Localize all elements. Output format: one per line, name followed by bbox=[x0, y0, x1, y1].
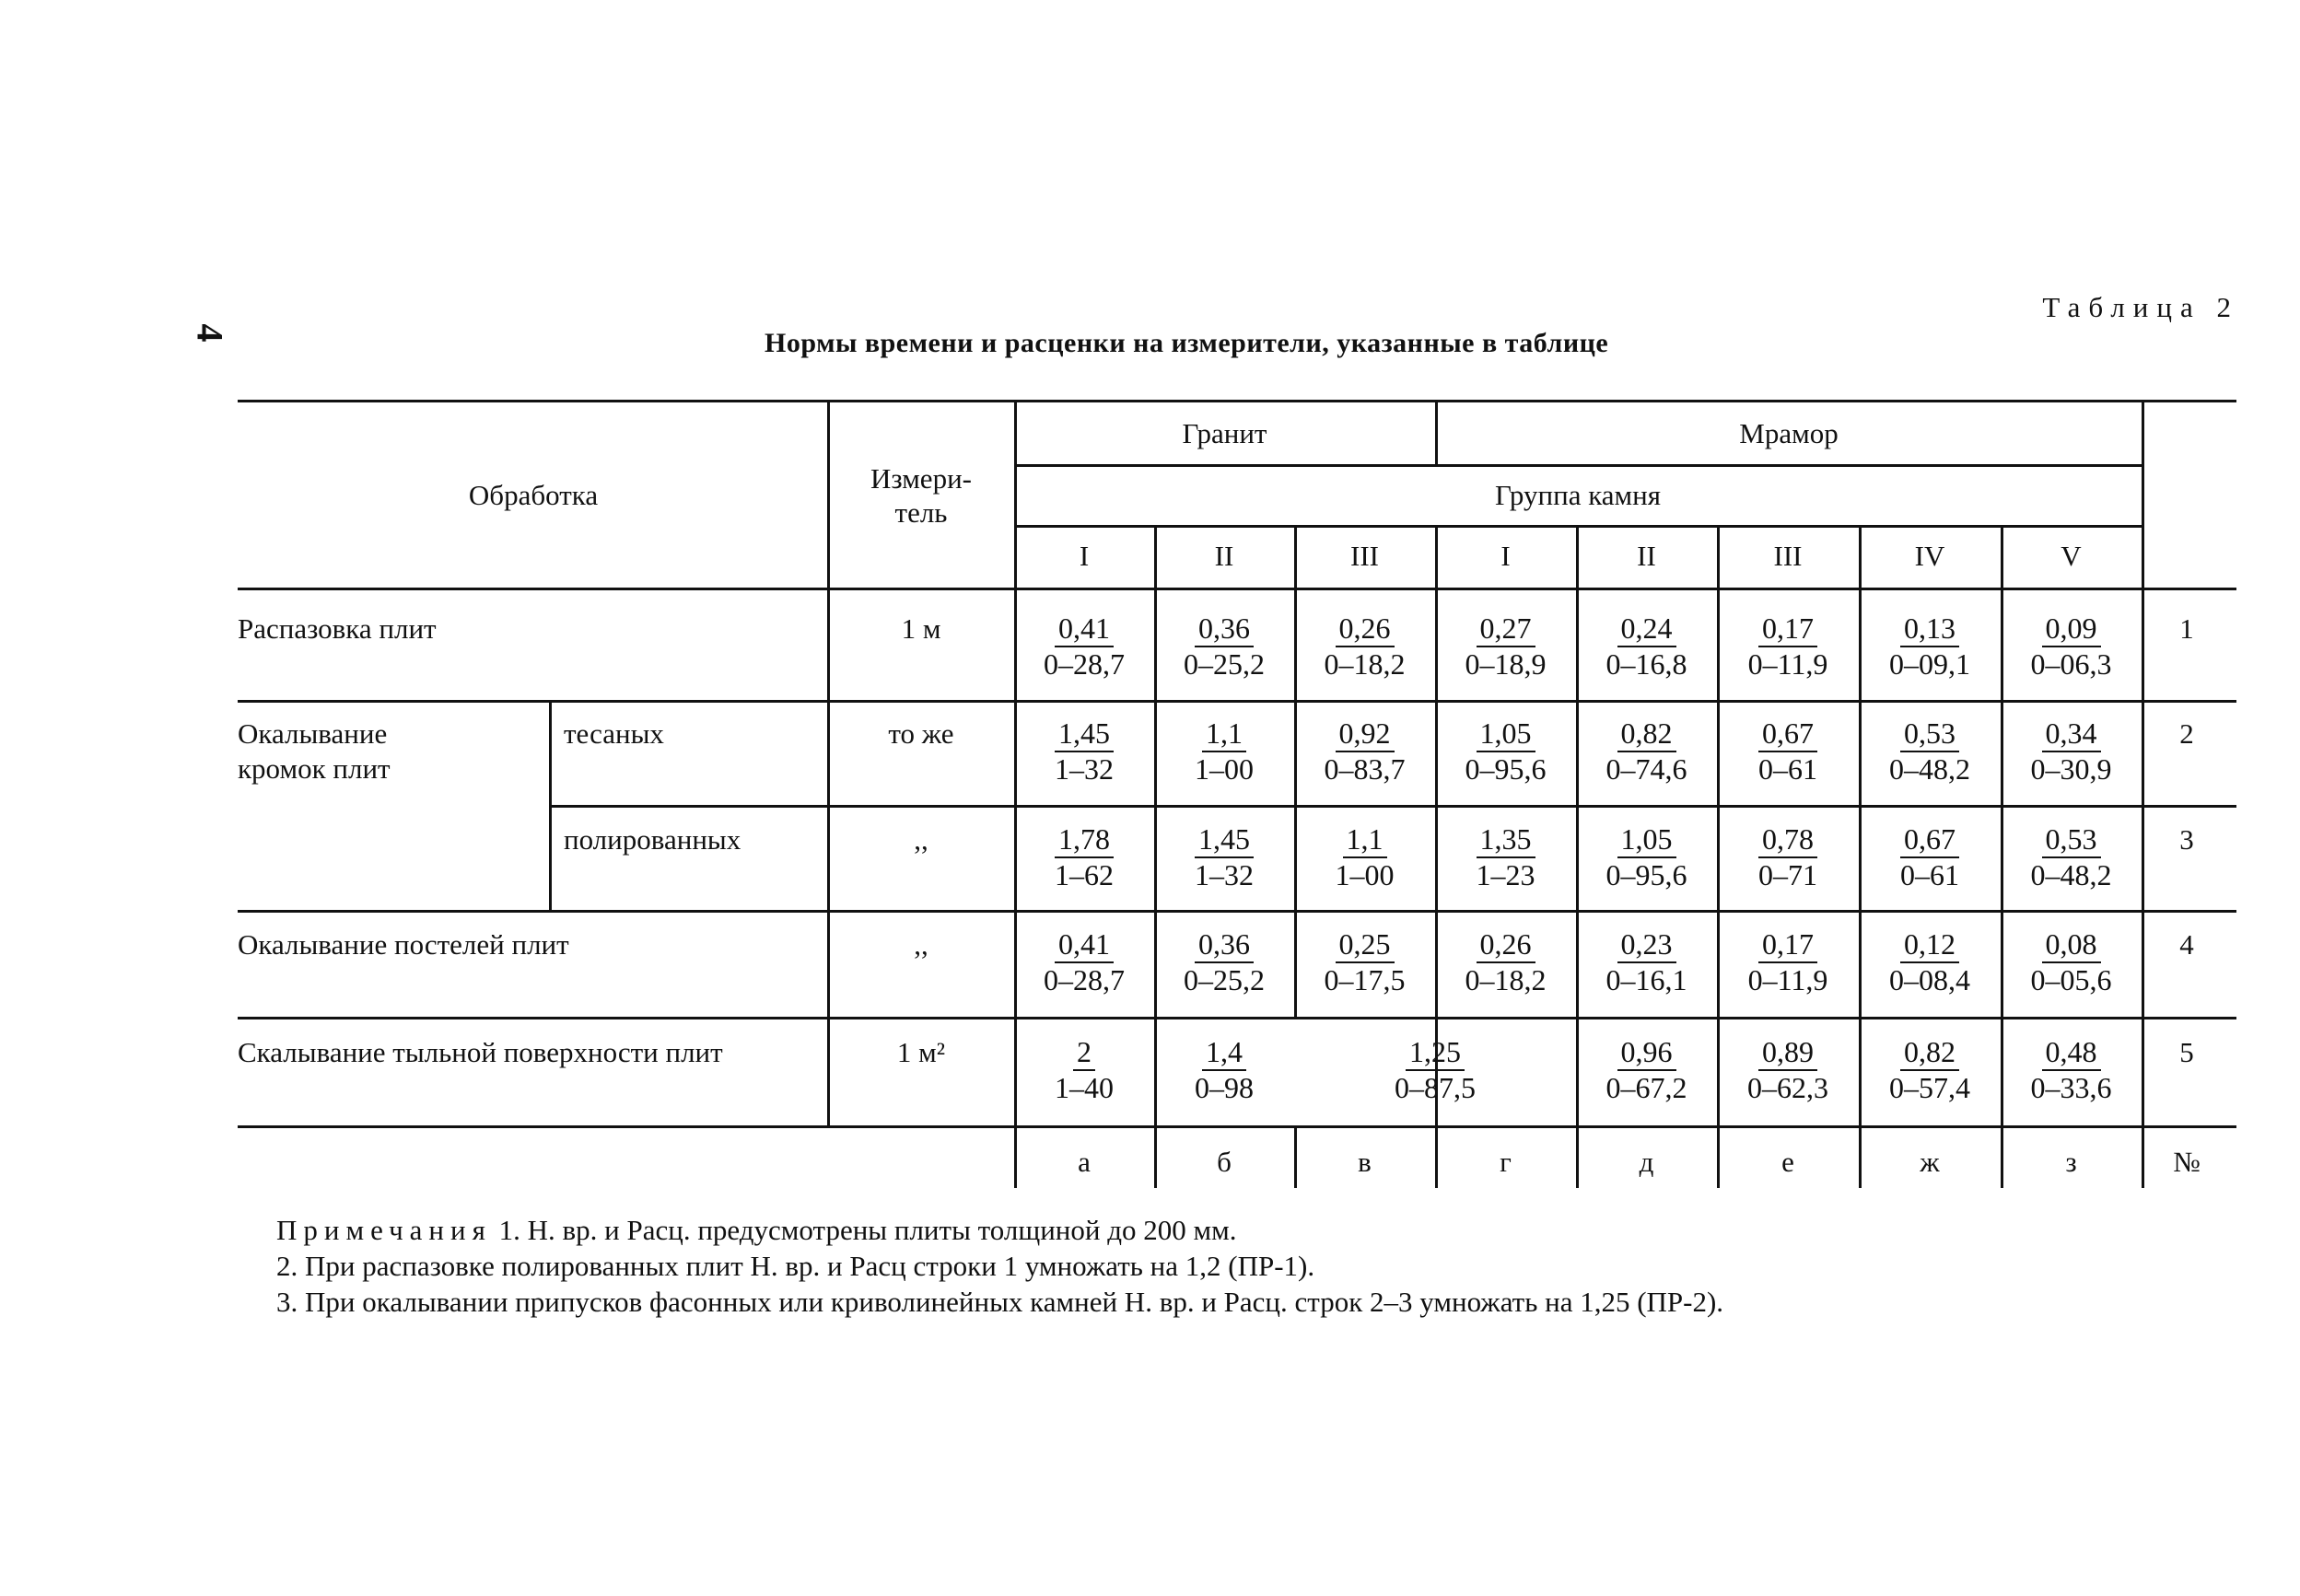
value-r1-c8-rate: 0,09 bbox=[2042, 612, 2101, 647]
value-r3-c5 bbox=[1576, 822, 1717, 892]
value-r5-c2 bbox=[1154, 1035, 1294, 1105]
value-r5-c7-rate: 0,48 bbox=[2042, 1035, 2101, 1071]
table-label: Таблица 2 bbox=[2042, 291, 2239, 323]
value-r2-c4-price: 0–95,6 bbox=[1465, 751, 1547, 786]
value-r3-c7-rate: 0,67 bbox=[1900, 822, 1959, 858]
value-r4-c6-price: 0–11,9 bbox=[1747, 962, 1828, 996]
grid-hline bbox=[238, 1125, 2236, 1128]
value-r5-c3 bbox=[1294, 1035, 1576, 1105]
value-r5-c4 bbox=[1576, 1035, 1717, 1105]
column-letter-3: в bbox=[1358, 1146, 1372, 1179]
value-r1-c1-rate: 0,41 bbox=[1055, 612, 1114, 647]
value-r2-c8-rate: 0,34 bbox=[2042, 716, 2101, 752]
header-measure-text: Измери-тель bbox=[870, 461, 972, 529]
value-r2-c3 bbox=[1294, 716, 1435, 786]
value-r1-c8-price: 0–06,3 bbox=[2030, 647, 2112, 681]
value-r2-c6-price: 0–61 bbox=[1758, 751, 1817, 786]
value-r1-c1 bbox=[1014, 612, 1154, 682]
value-r5-c1-price: 1–40 bbox=[1055, 1070, 1114, 1104]
value-r4-c4-rate: 0,26 bbox=[1477, 927, 1535, 963]
page-number: 4 bbox=[189, 323, 231, 343]
value-r2-c7-rate: 0,53 bbox=[1900, 716, 1959, 752]
value-r2-c1 bbox=[1014, 716, 1154, 786]
header-group-4: I bbox=[1500, 540, 1511, 573]
value-r2-c3-rate: 0,92 bbox=[1336, 716, 1395, 752]
value-r5-c5-rate: 0,89 bbox=[1758, 1035, 1817, 1071]
value-r1-c5-price: 0–16,8 bbox=[1605, 647, 1687, 681]
row1-name: Распазовка плит bbox=[238, 612, 437, 645]
value-r3-c5-price: 0–95,6 bbox=[1605, 857, 1687, 891]
value-r3-c5-rate: 1,05 bbox=[1617, 822, 1676, 858]
header-group-8: V bbox=[2061, 540, 2082, 573]
value-r4-c6-rate: 0,17 bbox=[1758, 927, 1817, 963]
value-r3-c1-rate: 1,78 bbox=[1055, 822, 1114, 858]
row2-sub: тесаных bbox=[564, 717, 664, 750]
column-letter-1: а bbox=[1078, 1146, 1091, 1179]
value-r1-c7 bbox=[1859, 612, 2001, 682]
note-3-text: 3. При окалывании припусков фасонных или криволинейных камней Н. вр. и Расц. строк 2–3 умножать на 1,25 (ПР-2). bbox=[276, 1286, 1724, 1318]
value-r1-c6 bbox=[1717, 612, 1859, 682]
row3-measure: ,, bbox=[914, 823, 928, 856]
row3-sub: полированных bbox=[564, 823, 741, 856]
value-r1-c2-price: 0–25,2 bbox=[1184, 647, 1265, 681]
grid-hline bbox=[549, 805, 2236, 808]
value-r5-c6-rate: 0,82 bbox=[1900, 1035, 1959, 1071]
column-letter-2: б bbox=[1217, 1146, 1232, 1179]
value-r3-c6-price: 0–71 bbox=[1758, 857, 1817, 891]
value-r2-c5-price: 0–74,6 bbox=[1605, 751, 1687, 786]
column-letter-8: з bbox=[2065, 1146, 2077, 1179]
value-r2-c8-price: 0–30,9 bbox=[2030, 751, 2112, 786]
notes-heading: Примечания bbox=[276, 1214, 492, 1246]
value-r5-c1 bbox=[1014, 1035, 1154, 1105]
value-r2-c2 bbox=[1154, 716, 1294, 786]
number-sign: № bbox=[2173, 1146, 2201, 1179]
value-r1-c3-rate: 0,26 bbox=[1336, 612, 1395, 647]
value-r1-c7-rate: 0,13 bbox=[1900, 612, 1959, 647]
value-r3-c4 bbox=[1435, 822, 1576, 892]
value-r4-c2-rate: 0,36 bbox=[1195, 927, 1254, 963]
row2-number: 2 bbox=[2179, 717, 2194, 750]
value-r4-c1-price: 0–28,7 bbox=[1044, 962, 1125, 996]
value-r5-c2-price: 0–98 bbox=[1195, 1070, 1254, 1104]
value-r2-c6-rate: 0,67 bbox=[1758, 716, 1817, 752]
grid-hline bbox=[238, 1017, 2236, 1019]
header-processing: Обработка bbox=[468, 479, 599, 512]
value-r3-c7 bbox=[1859, 822, 2001, 892]
value-r5-c6-price: 0–57,4 bbox=[1889, 1070, 1970, 1104]
header-group-1: I bbox=[1079, 540, 1090, 573]
header-group-5: II bbox=[1637, 540, 1656, 573]
grid-hline bbox=[238, 700, 2236, 703]
value-r1-c8 bbox=[2001, 612, 2142, 682]
value-r1-c2 bbox=[1154, 612, 1294, 682]
value-r4-c3-price: 0–17,5 bbox=[1324, 962, 1406, 996]
row1-measure: 1 м bbox=[901, 612, 941, 645]
value-r1-c6-rate: 0,17 bbox=[1758, 612, 1817, 647]
value-r2-c6 bbox=[1717, 716, 1859, 786]
value-r2-c5 bbox=[1576, 716, 1717, 786]
value-r2-c4-rate: 1,05 bbox=[1477, 716, 1535, 752]
row4-name: Окалывание постелей плит bbox=[238, 928, 569, 961]
value-r2-c3-price: 0–83,7 bbox=[1324, 751, 1406, 786]
notes bbox=[276, 1212, 1723, 1320]
row3-number: 3 bbox=[2179, 823, 2194, 856]
value-r5-c5 bbox=[1717, 1035, 1859, 1105]
value-r4-c7-rate: 0,12 bbox=[1900, 927, 1959, 963]
value-r2-c5-rate: 0,82 bbox=[1617, 716, 1676, 752]
header-group-6: III bbox=[1773, 540, 1803, 573]
value-r5-c2-rate: 1,4 bbox=[1202, 1035, 1246, 1071]
value-r1-c4 bbox=[1435, 612, 1576, 682]
value-r1-c5 bbox=[1576, 612, 1717, 682]
value-r4-c8-rate: 0,08 bbox=[2042, 927, 2101, 963]
value-r3-c8-price: 0–48,2 bbox=[2030, 857, 2112, 891]
value-r1-c6-price: 0–11,9 bbox=[1747, 647, 1828, 681]
value-r4-c7-price: 0–08,4 bbox=[1889, 962, 1970, 996]
value-r1-c1-price: 0–28,7 bbox=[1044, 647, 1125, 681]
value-r2-c2-price: 1–00 bbox=[1195, 751, 1254, 786]
value-r3-c2 bbox=[1154, 822, 1294, 892]
value-r3-c4-rate: 1,35 bbox=[1477, 822, 1535, 858]
row5-measure: 1 м² bbox=[896, 1036, 946, 1068]
value-r4-c4 bbox=[1435, 927, 1576, 997]
value-r4-c1-rate: 0,41 bbox=[1055, 927, 1114, 963]
value-r4-c7 bbox=[1859, 927, 2001, 997]
value-r3-c6-rate: 0,78 bbox=[1758, 822, 1817, 858]
column-letter-6: е bbox=[1781, 1146, 1794, 1179]
grid-hline bbox=[238, 910, 2236, 913]
value-r3-c3-price: 1–00 bbox=[1335, 857, 1395, 891]
header-group-3: III bbox=[1350, 540, 1379, 573]
header-group-7: IV bbox=[1914, 540, 1945, 573]
value-r3-c6 bbox=[1717, 822, 1859, 892]
value-r4-c1 bbox=[1014, 927, 1154, 997]
value-r5-c5-price: 0–62,3 bbox=[1747, 1070, 1828, 1104]
note-2-text: 2. При распазовке полированных плит Н. вр. и Расц строки 1 умножать на 1,2 (ПР-1). bbox=[276, 1250, 1315, 1282]
value-r2-c4 bbox=[1435, 716, 1576, 786]
value-r4-c3 bbox=[1294, 927, 1435, 997]
value-r1-c3 bbox=[1294, 612, 1435, 682]
value-r4-c8 bbox=[2001, 927, 2142, 997]
value-r1-c2-rate: 0,36 bbox=[1195, 612, 1254, 647]
value-r5-c3-price: 0–87,5 bbox=[1395, 1070, 1476, 1104]
grid-hline bbox=[238, 588, 2236, 590]
value-r1-c4-price: 0–18,9 bbox=[1465, 647, 1547, 681]
value-r2-c7 bbox=[1859, 716, 2001, 786]
value-r3-c8-rate: 0,53 bbox=[2042, 822, 2101, 858]
table-title: Нормы времени и расценки на измерители, указанные в таблице bbox=[765, 328, 1609, 358]
header-granite: Гранит bbox=[1182, 417, 1267, 450]
value-r3-c3-rate: 1,1 bbox=[1343, 822, 1387, 858]
value-r4-c5-rate: 0,23 bbox=[1617, 927, 1676, 963]
value-r3-c8 bbox=[2001, 822, 2142, 892]
value-r4-c3-rate: 0,25 bbox=[1336, 927, 1395, 963]
value-r4-c4-price: 0–18,2 bbox=[1465, 962, 1547, 996]
value-r5-c4-rate: 0,96 bbox=[1617, 1035, 1676, 1071]
note-1-text: 1. Н. вр. и Расц. предусмотрены плиты толщиной до 200 мм. bbox=[498, 1214, 1237, 1246]
value-r5-c4-price: 0–67,2 bbox=[1605, 1070, 1687, 1104]
row1-number: 1 bbox=[2179, 612, 2194, 645]
column-letter-4: г bbox=[1500, 1146, 1512, 1179]
value-r5-c6 bbox=[1859, 1035, 2001, 1105]
value-r3-c7-price: 0–61 bbox=[1900, 857, 1959, 891]
header-marble: Мрамор bbox=[1739, 417, 1839, 450]
value-r3-c3 bbox=[1294, 822, 1435, 892]
value-r5-c1-rate: 2 bbox=[1073, 1035, 1095, 1071]
value-r2-c1-rate: 1,45 bbox=[1055, 716, 1114, 752]
value-r3-c2-rate: 1,45 bbox=[1195, 822, 1254, 858]
row2-measure: то же bbox=[888, 717, 954, 750]
column-letter-7: ж bbox=[1920, 1146, 1940, 1179]
value-r4-c2 bbox=[1154, 927, 1294, 997]
value-r1-c5-rate: 0,24 bbox=[1617, 612, 1676, 647]
value-r4-c2-price: 0–25,2 bbox=[1184, 962, 1265, 996]
value-r2-c1-price: 1–32 bbox=[1055, 751, 1114, 786]
value-r4-c8-price: 0–05,6 bbox=[2030, 962, 2112, 996]
grid-vline bbox=[549, 700, 552, 910]
row5-number: 5 bbox=[2179, 1036, 2194, 1068]
value-r3-c4-price: 1–23 bbox=[1476, 857, 1535, 891]
header-measure bbox=[829, 403, 1013, 588]
value-r2-c8 bbox=[2001, 716, 2142, 786]
row4-number: 4 bbox=[2179, 928, 2194, 961]
value-r5-c7-price: 0–33,6 bbox=[2030, 1070, 2112, 1104]
header-group-2: II bbox=[1214, 540, 1234, 573]
value-r4-c5-price: 0–16,1 bbox=[1605, 962, 1687, 996]
value-r2-c2-rate: 1,1 bbox=[1202, 716, 1246, 752]
value-r2-c7-price: 0–48,2 bbox=[1889, 751, 1970, 786]
value-r5-c7 bbox=[2001, 1035, 2142, 1105]
header-stone-group: Группа камня bbox=[1494, 479, 1662, 512]
value-r5-c3-rate: 1,25 bbox=[1406, 1035, 1465, 1071]
grid-hline bbox=[238, 400, 2236, 402]
value-r1-c4-rate: 0,27 bbox=[1477, 612, 1535, 647]
row4-measure: ,, bbox=[914, 928, 928, 961]
value-r4-c5 bbox=[1576, 927, 1717, 997]
value-r1-c7-price: 0–09,1 bbox=[1889, 647, 1970, 681]
value-r3-c2-price: 1–32 bbox=[1195, 857, 1254, 891]
column-letter-5: д bbox=[1639, 1146, 1654, 1179]
value-r1-c3-price: 0–18,2 bbox=[1324, 647, 1406, 681]
value-r3-c1-price: 1–62 bbox=[1055, 857, 1114, 891]
row5-name: Скалывание тыльной поверхности плит bbox=[238, 1036, 723, 1068]
note-line-1 bbox=[276, 1212, 1723, 1248]
value-r3-c1 bbox=[1014, 822, 1154, 892]
row2-name: Окалывание кромок плит bbox=[238, 717, 391, 785]
value-r4-c6 bbox=[1717, 927, 1859, 997]
